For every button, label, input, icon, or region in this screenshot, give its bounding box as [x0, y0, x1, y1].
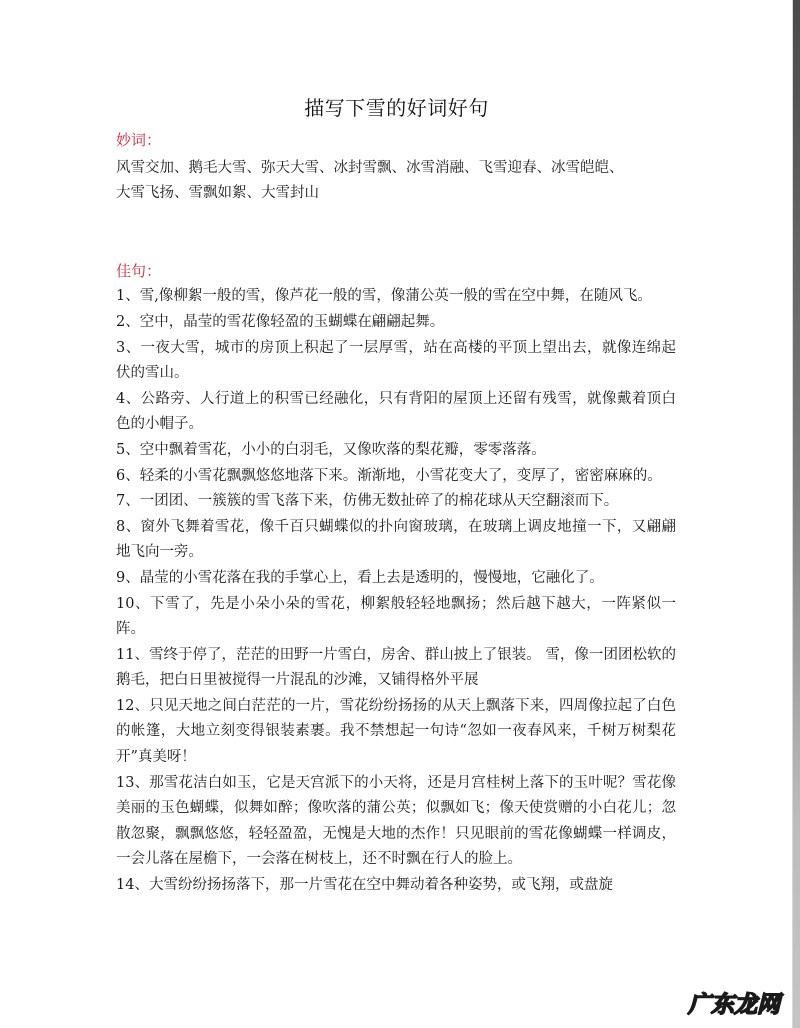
- sentence-item: 14、大雪纷纷扬扬落下，那一片雪花在空中舞动着各种姿势，或飞翔，或盘旋: [116, 877, 613, 894]
- words-line: 大雪飞扬、雪飘如絮、大雪封山: [116, 185, 319, 202]
- sentences-list: [116, 284, 676, 898]
- section-label-sentences: 佳句：: [116, 261, 162, 280]
- sentence-item: 10、下雪了，先是小朵小朵的雪花，柳絮般轻轻地飘扬；然后越下越大，一阵紧似一阵。: [116, 595, 676, 638]
- watermark-logo: 广东龙网: [688, 992, 780, 1018]
- document-body: [116, 128, 676, 899]
- sentence-item: 7、一团团、一簇簇的雪飞落下来，仿佛无数扯碎了的棉花球从天空翻滚而下。: [116, 493, 619, 510]
- section-spacer: [116, 207, 676, 259]
- words-line: 风雪交加、鹅毛大雪、弥天大雪、冰封雪飘、冰雪消融、飞雪迎春、冰雪皑皑、: [116, 159, 624, 176]
- sentence-item: 8、窗外飞舞着雪花，像千百只蝴蝶似的扑向窗玻璃，在玻璃上调皮地撞一下，又翩翩地飞向一旁。: [116, 518, 676, 561]
- sentence-item: 9、晶莹的小雪花落在我的手掌心上，看上去是透明的，慢慢地，它融化了。: [116, 569, 604, 586]
- sentence-item: 1、雪,像柳絮一般的雪，像芦花一般的雪，像蒲公英一般的雪在空中舞，在随风飞。: [116, 288, 652, 305]
- words-list: [116, 156, 676, 207]
- sentence-item: 5、空中飘着雪花，小小的白羽毛，又像吹落的梨花瓣，零零落落。: [116, 441, 546, 458]
- sentence-item: 13、那雪花洁白如玉，它是天宫派下的小天将，还是月宫桂树上落下的玉叶呢？雪花像美丽的玉色蝴蝶，似舞如醉；像吹落的蒲公英；似飘如飞；像天使赏赠的小白花儿；忽散忽聚，飘飘悠悠，轻轻盈盈，无愧是大地的杰作！只见眼前的雪花像蝴蝶一样调皮，一会儿落在屋檐下，一会落在树枝上，还不时飘在行人的脸上。: [116, 774, 676, 868]
- section-label-words: 妙词：: [116, 131, 162, 149]
- page-title: 描写下雪的好词好句: [304, 96, 489, 120]
- sentence-item: 4、公路旁、人行道上的积雪已经融化，只有背阳的屋顶上还留有残雪，就像戴着顶白色的小帽子。: [116, 390, 676, 433]
- sentence-item: 2、空中，晶莹的雪花像轻盈的玉蝴蝶在翩翩起舞。: [116, 313, 445, 330]
- sentence-item: 12、只见天地之间白茫茫的一片，雪花纷纷扬扬的从天上飘落下来，四周像拉起了白色的帐篷，大地立刻变得银装素裹。我不禁想起一句诗“忽如一夜春风来，千树万树梨花开”真美呀！: [116, 697, 676, 766]
- sentence-item: 6、轻柔的小雪花飘飘悠悠地落下来。渐渐地，小雪花变大了，变厚了，密密麻麻的。: [116, 467, 662, 484]
- sentence-item: 11、雪终于停了，茫茫的田野一片雪白，房舍、群山披上了银装。 雪，像一团团松软的鹅毛，把白日里被搅得一片混乱的沙滩，又铺得格外平展: [116, 646, 676, 689]
- sentence-item: 3、一夜大雪，城市的房顶上积起了一层厚雪，站在高楼的平顶上望出去，就像连绵起伏的雪山。: [116, 339, 676, 382]
- page-edge-scrollbar[interactable]: [792, 0, 800, 1028]
